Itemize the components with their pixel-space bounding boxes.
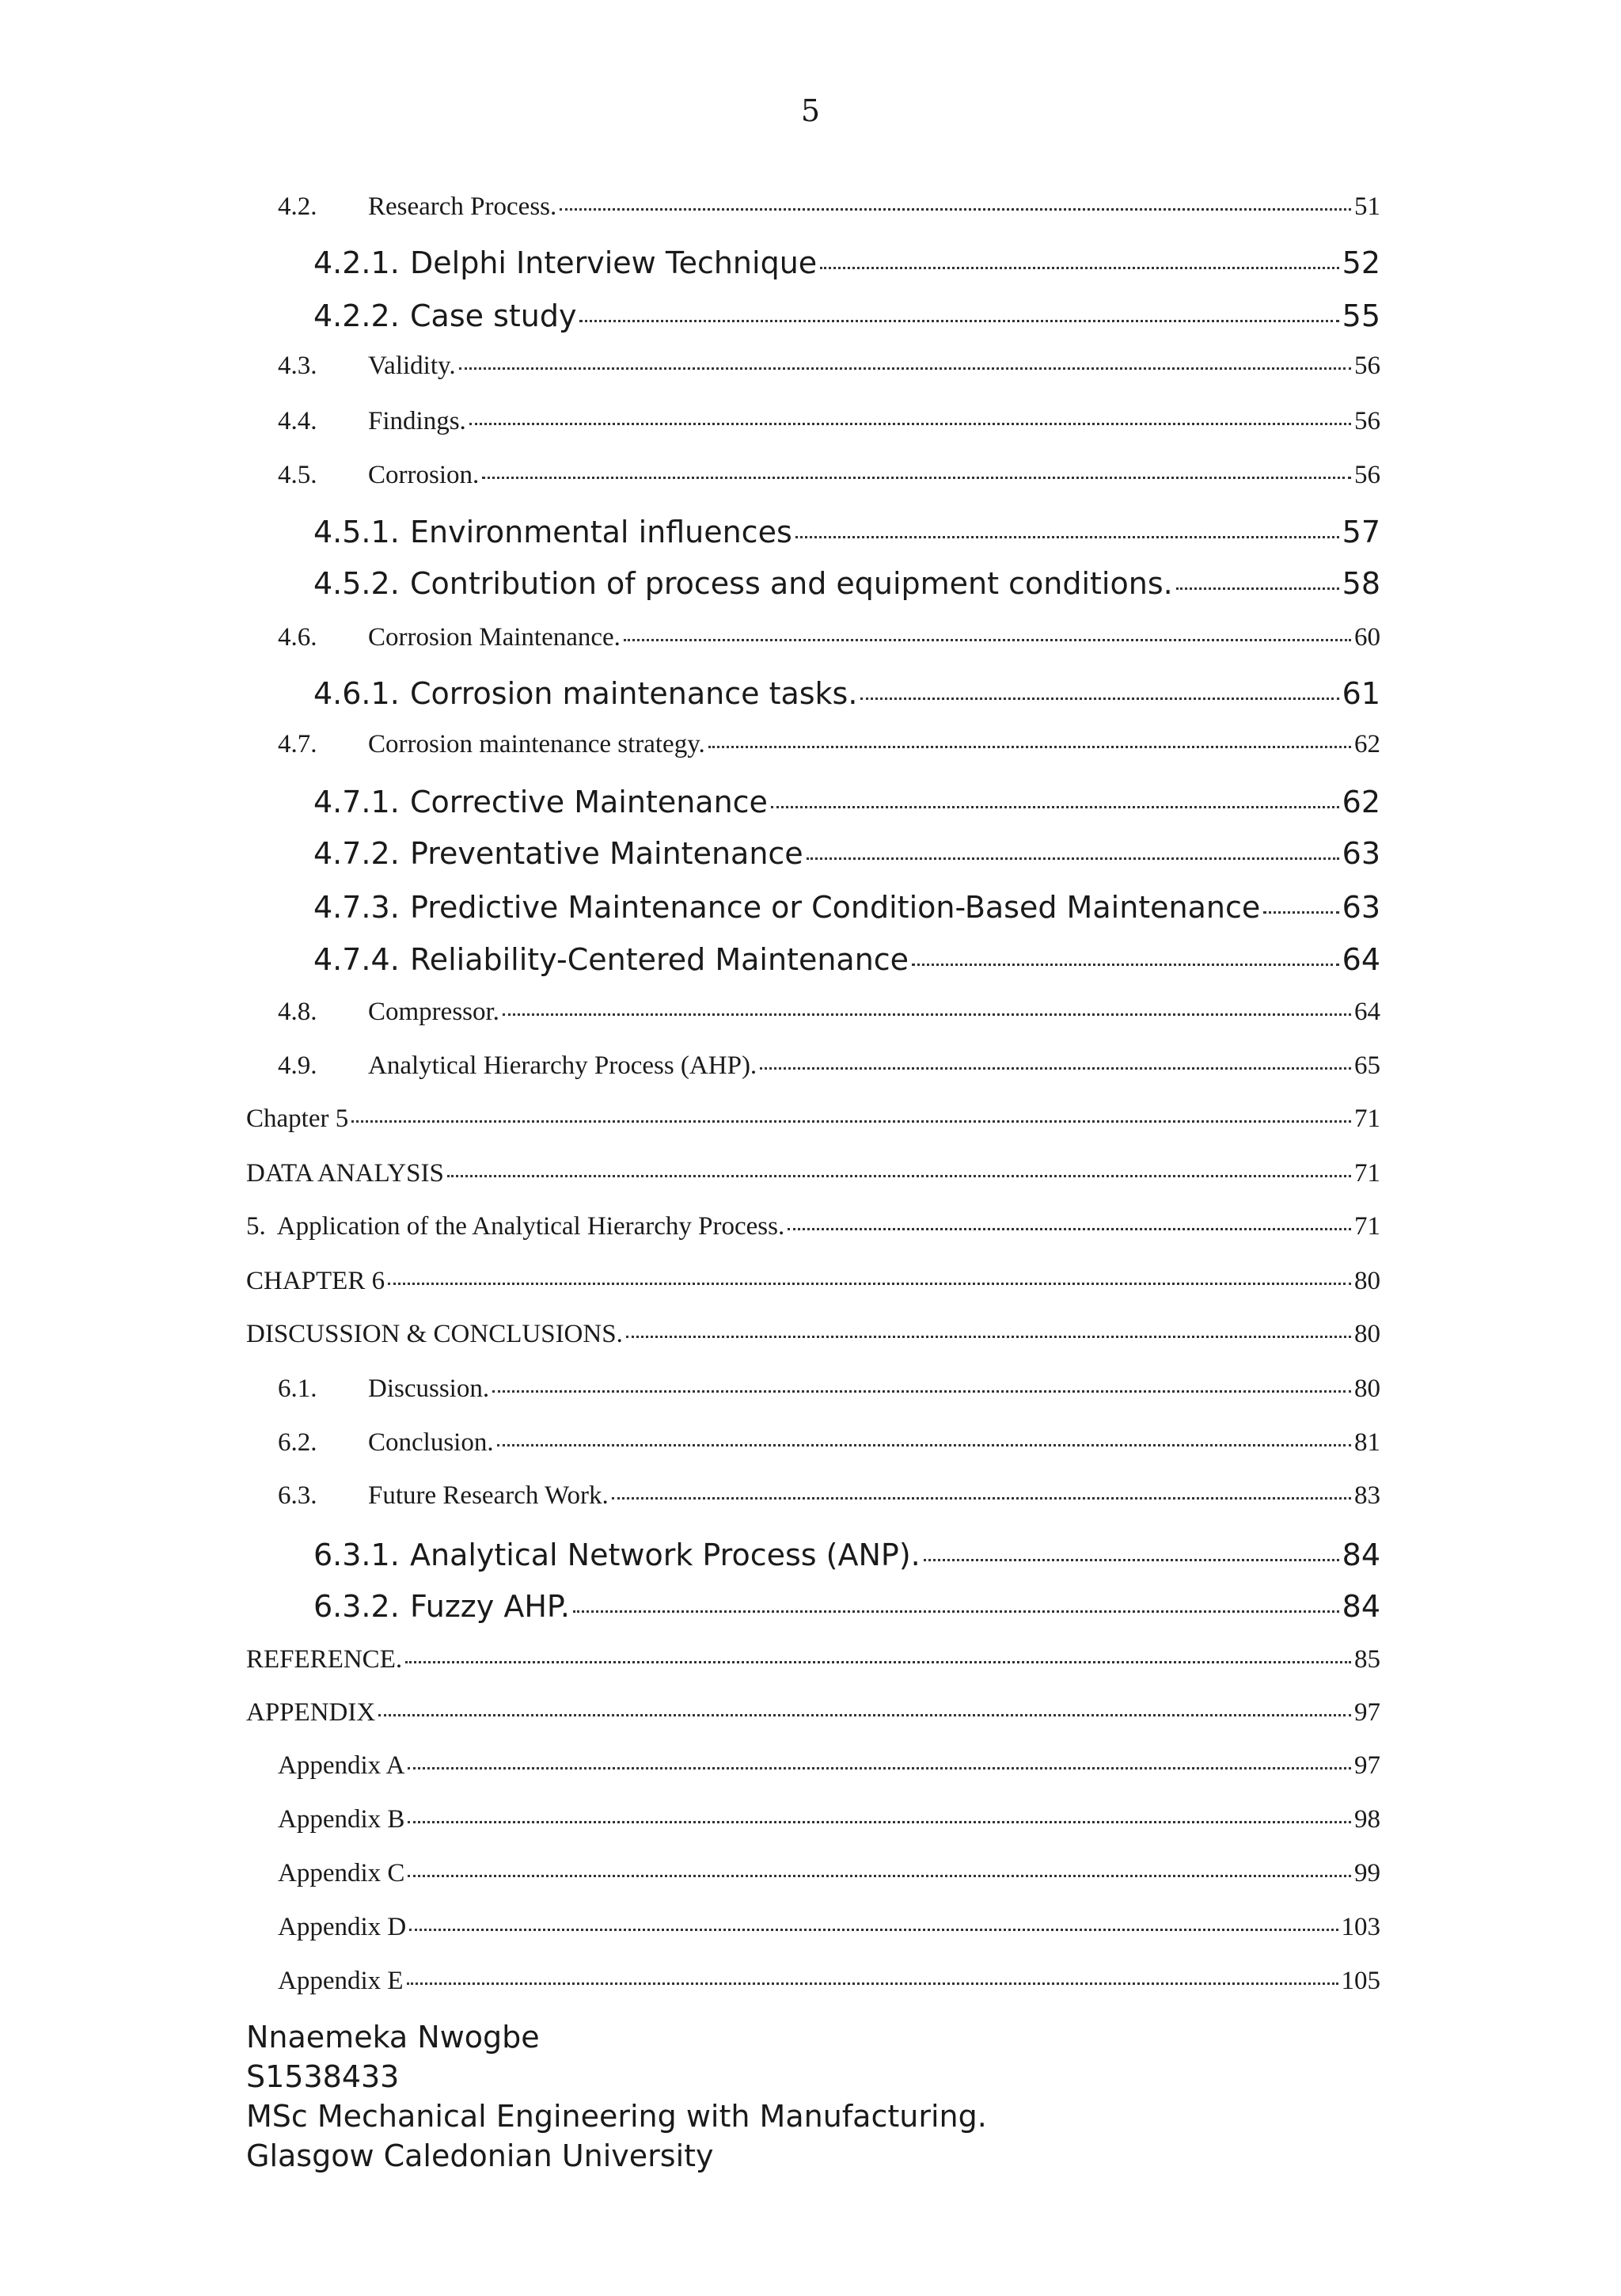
toc-entry-page: 64 xyxy=(1342,942,1380,977)
toc-entry-title: Corrective Maintenance xyxy=(410,785,768,819)
toc-dot-leader xyxy=(860,698,1338,700)
toc-entry-title: CHAPTER 6 xyxy=(246,1267,385,1295)
toc-entry-page: 65 xyxy=(1354,1051,1380,1080)
toc-entry-page: 56 xyxy=(1354,352,1380,380)
toc-entry-page: 56 xyxy=(1354,407,1380,435)
toc-entry[interactable] xyxy=(313,942,1380,977)
toc-dot-leader xyxy=(408,1767,1351,1770)
toc-entry-page: 51 xyxy=(1354,192,1380,221)
toc-entry-number: 4.7.3. xyxy=(313,890,400,925)
student-id: S1538433 xyxy=(246,2059,400,2094)
toc-dot-leader xyxy=(447,1175,1351,1177)
toc-dot-leader xyxy=(795,536,1339,538)
toc-entry[interactable] xyxy=(278,732,1380,758)
toc-entry-title: Future Research Work. xyxy=(368,1481,609,1510)
toc-entry[interactable] xyxy=(278,1053,1380,1079)
toc-entry[interactable] xyxy=(246,1214,1380,1240)
toc-entry-number: 4.7.4. xyxy=(313,942,400,977)
toc-entry-number: 6.1. xyxy=(278,1374,317,1403)
toc-entry[interactable] xyxy=(313,568,1380,599)
toc-entry-number: 4.5.2. xyxy=(313,566,400,601)
toc-entry-page: 64 xyxy=(1354,998,1380,1026)
toc-entry-number: 4.6. xyxy=(278,623,317,652)
toc-entry-page: 98 xyxy=(1354,1805,1380,1834)
page-number: 5 xyxy=(800,93,821,128)
toc-entry-number: 6.2. xyxy=(278,1428,317,1457)
toc-entry-title: Corrosion Maintenance. xyxy=(368,623,621,652)
toc-entry-number: 5. xyxy=(246,1212,266,1241)
toc-entry-title: Case study xyxy=(410,298,577,333)
toc-entry-number: 6.3. xyxy=(278,1481,317,1510)
toc-entry-page: 62 xyxy=(1342,785,1380,819)
toc-entry-title: Appendix E xyxy=(278,1967,404,1995)
toc-dot-leader xyxy=(771,806,1339,808)
toc-entry-title: Predictive Maintenance or Condition-Based Maintenance xyxy=(410,890,1261,925)
toc-dot-leader xyxy=(407,1982,1338,1985)
toc-entry[interactable] xyxy=(246,1700,1380,1726)
toc-entry-page: 97 xyxy=(1354,1698,1380,1727)
toc-entry-number: 4.2. xyxy=(278,192,317,221)
toc-entry-number: 4.5. xyxy=(278,461,317,489)
toc-entry-title: Chapter 5 xyxy=(246,1104,349,1133)
toc-entry-page: 84 xyxy=(1342,1589,1380,1624)
toc-entry-title: Appendix A xyxy=(278,1751,405,1780)
toc-entry[interactable] xyxy=(246,1268,1380,1294)
toc-entry-title: Compressor. xyxy=(368,998,499,1026)
toc-entry-number: 4.2.1. xyxy=(313,245,400,280)
toc-entry-title: Appendix C xyxy=(278,1859,405,1887)
toc-entry-title: Corrosion maintenance strategy. xyxy=(368,730,705,758)
toc-dot-leader xyxy=(408,1875,1351,1877)
toc-entry-page: 85 xyxy=(1354,1645,1380,1674)
toc-entry[interactable] xyxy=(278,353,1380,379)
toc-dot-leader xyxy=(378,1714,1351,1716)
toc-entry[interactable] xyxy=(278,1753,1380,1779)
toc-entry-title: Corrosion maintenance tasks. xyxy=(410,676,858,711)
toc-entry-number: 4.7. xyxy=(278,730,317,758)
toc-entry-title: Application of the Analytical Hierarchy Process. xyxy=(276,1212,785,1241)
author-block xyxy=(246,2017,987,2176)
toc-dot-leader xyxy=(482,477,1351,479)
toc-entry-page: 62 xyxy=(1354,730,1380,758)
toc-entry-page: 63 xyxy=(1342,836,1380,871)
toc-entry-title: Appendix B xyxy=(278,1805,405,1834)
toc-entry-title: Delphi Interview Technique xyxy=(410,245,818,280)
toc-entry[interactable] xyxy=(313,298,1380,333)
toc-entry-page: 81 xyxy=(1354,1428,1380,1457)
toc-entry-title: APPENDIX xyxy=(246,1698,376,1727)
toc-entry-title: Fuzzy AHP. xyxy=(410,1589,570,1624)
toc-dot-leader xyxy=(807,857,1339,860)
toc-entry[interactable] xyxy=(278,409,1380,435)
toc-dot-leader xyxy=(492,1390,1351,1393)
author-name: Nnaemeka Nwogbe xyxy=(246,2020,540,2055)
toc-dot-leader xyxy=(1176,587,1339,590)
toc-entry-page: 61 xyxy=(1342,676,1380,711)
toc-entry-page: 99 xyxy=(1354,1859,1380,1887)
toc-entry-page: 71 xyxy=(1354,1104,1380,1133)
toc-entry-title: Analytical Network Process (ANP). xyxy=(410,1538,921,1572)
toc-entry-page: 97 xyxy=(1354,1751,1380,1780)
toc-entry-number: 4.7.1. xyxy=(313,785,400,819)
toc-entry-page: 83 xyxy=(1354,1481,1380,1510)
toc-entry-page: 105 xyxy=(1341,1967,1380,1995)
toc-dot-leader xyxy=(408,1821,1351,1823)
toc-entry-page: 63 xyxy=(1342,890,1380,925)
toc-dot-leader xyxy=(788,1228,1351,1230)
toc-entry[interactable] xyxy=(278,462,1380,488)
toc-entry[interactable] xyxy=(313,890,1380,925)
toc-entry[interactable] xyxy=(278,1483,1380,1509)
toc-dot-leader xyxy=(573,1610,1339,1613)
toc-entry-page: 60 xyxy=(1354,623,1380,652)
toc-dot-leader xyxy=(503,1013,1351,1016)
toc-dot-leader xyxy=(912,964,1339,966)
toc-entry-number: 4.5.1. xyxy=(313,515,400,549)
toc-entry-title: Conclusion. xyxy=(368,1428,494,1457)
toc-entry[interactable] xyxy=(246,1647,1380,1673)
toc-entry-page: 103 xyxy=(1341,1913,1380,1941)
toc-dot-leader xyxy=(388,1283,1351,1285)
toc-entry[interactable] xyxy=(278,194,1380,220)
toc-entry-number: 4.4. xyxy=(278,407,317,435)
toc-dot-leader xyxy=(626,1336,1351,1338)
toc-entry-number: 4.2.2. xyxy=(313,298,400,333)
toc-entry-title: DATA ANALYSIS xyxy=(246,1159,444,1188)
toc-entry[interactable] xyxy=(313,1540,1380,1570)
toc-entry-page: 80 xyxy=(1354,1320,1380,1348)
toc-entry-page: 84 xyxy=(1342,1538,1380,1572)
toc-entry-page: 57 xyxy=(1342,515,1380,549)
toc-entry-title: Validity. xyxy=(368,352,456,380)
toc-dot-leader xyxy=(560,208,1351,211)
toc-entry-number: 4.3. xyxy=(278,352,317,380)
toc-entry-title: Analytical Hierarchy Process (AHP). xyxy=(368,1051,757,1080)
toc-dot-leader xyxy=(708,746,1351,748)
toc-entry[interactable] xyxy=(313,1589,1380,1624)
toc-dot-leader xyxy=(579,320,1338,322)
toc-entry[interactable] xyxy=(278,1430,1380,1456)
toc-entry-number: 4.9. xyxy=(278,1051,317,1080)
toc-dot-leader xyxy=(405,1661,1351,1663)
toc-entry-title: Corrosion. xyxy=(368,461,480,489)
toc-entry-title: DISCUSSION & CONCLUSIONS. xyxy=(246,1320,623,1348)
toc-entry[interactable] xyxy=(278,1807,1380,1833)
toc-dot-leader xyxy=(760,1067,1351,1070)
toc-entry-number: 4.8. xyxy=(278,998,317,1026)
toc-entry[interactable] xyxy=(313,245,1380,280)
toc-dot-leader xyxy=(497,1444,1351,1446)
toc-entry-title: Appendix D xyxy=(278,1913,407,1941)
toc-dot-leader xyxy=(1263,911,1338,914)
toc-entry-title: Research Process. xyxy=(368,192,557,221)
toc-entry-number: 6.3.1. xyxy=(313,1538,400,1572)
toc-dot-leader xyxy=(612,1497,1351,1500)
toc-entry[interactable] xyxy=(313,676,1380,711)
toc-entry-page: 80 xyxy=(1354,1267,1380,1295)
toc-entry-page: 56 xyxy=(1354,461,1380,489)
toc-entry[interactable] xyxy=(278,1914,1380,1941)
toc-entry[interactable] xyxy=(246,1161,1380,1187)
toc-entry-title: REFERENCE. xyxy=(246,1645,403,1674)
toc-entry-title: Preventative Maintenance xyxy=(410,836,803,871)
toc-entry[interactable] xyxy=(313,838,1380,869)
toc-entry-page: 71 xyxy=(1354,1212,1380,1241)
toc-entry[interactable] xyxy=(313,787,1380,817)
toc-entry[interactable] xyxy=(246,1321,1380,1348)
toc-entry[interactable] xyxy=(246,1106,1380,1132)
toc-dot-leader xyxy=(820,267,1338,269)
toc-dot-leader xyxy=(351,1120,1351,1123)
toc-dot-leader xyxy=(409,1929,1338,1931)
toc-entry[interactable] xyxy=(278,625,1380,651)
toc-entry[interactable] xyxy=(278,1861,1380,1887)
toc-dot-leader xyxy=(924,1559,1339,1561)
toc-entry-title: Environmental influences xyxy=(410,515,792,549)
toc-entry-page: 71 xyxy=(1354,1159,1380,1188)
toc-entry[interactable] xyxy=(313,517,1380,547)
toc-entry-title: Contribution of process and equipment conditions. xyxy=(410,566,1173,601)
toc-entry-number: 6.3.2. xyxy=(313,1589,400,1624)
toc-entry-page: 58 xyxy=(1342,566,1380,601)
toc-entry[interactable] xyxy=(278,1376,1380,1402)
toc-entry[interactable] xyxy=(278,999,1380,1025)
toc-dot-leader xyxy=(459,367,1351,370)
programme: MSc Mechanical Engineering with Manufacturing. xyxy=(246,2099,987,2134)
toc-entry-title: Discussion. xyxy=(368,1374,490,1403)
toc-entry-number: 4.7.2. xyxy=(313,836,400,871)
toc-dot-leader xyxy=(469,423,1351,425)
toc-entry-number: 4.6.1. xyxy=(313,676,400,711)
toc-entry-title: Reliability-Centered Maintenance xyxy=(410,942,909,977)
toc-entry-page: 80 xyxy=(1354,1374,1380,1403)
toc-dot-leader xyxy=(624,639,1351,641)
university: Glasgow Caledonian University xyxy=(246,2138,714,2173)
toc-entry-page: 55 xyxy=(1342,298,1380,333)
toc-entry-page: 52 xyxy=(1342,245,1380,280)
toc-entry[interactable] xyxy=(278,1968,1380,1994)
toc-entry-title: Findings. xyxy=(368,407,466,435)
